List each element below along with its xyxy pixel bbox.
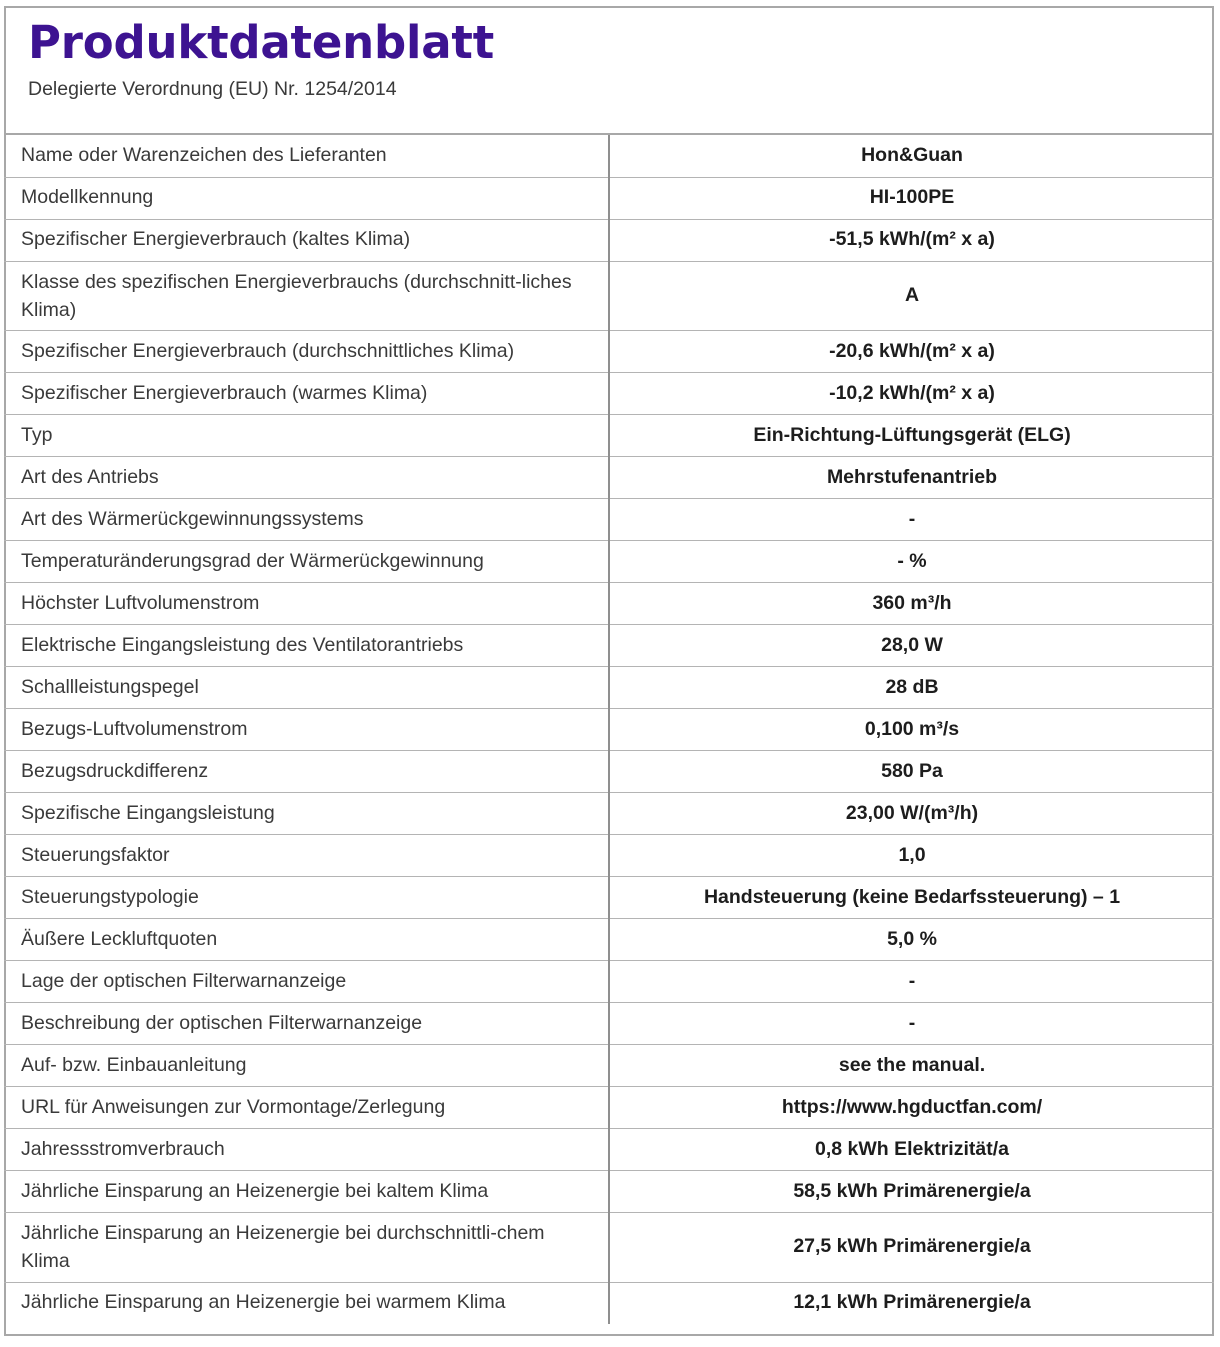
spec-value-cell: 23,00 W/(m³/h) bbox=[609, 793, 1214, 835]
spec-label-cell: Elektrische Eingangsleistung des Ventilatorantriebs bbox=[4, 625, 609, 667]
table-row bbox=[4, 667, 1214, 709]
spec-value-cell: Ein-Richtung-Lüftungsgerät (ELG) bbox=[609, 415, 1214, 457]
table-row bbox=[4, 625, 1214, 667]
spec-value-cell: see the manual. bbox=[609, 1045, 1214, 1087]
spec-label-cell: Höchster Luftvolumenstrom bbox=[4, 583, 609, 625]
table-row bbox=[4, 415, 1214, 457]
spec-value-cell: 5,0 % bbox=[609, 919, 1214, 961]
table-row bbox=[4, 541, 1214, 583]
spec-label-cell: Äußere Leckluftquoten bbox=[4, 919, 609, 961]
spec-label-cell: Spezifischer Energieverbrauch (kaltes Klima) bbox=[4, 219, 609, 261]
spec-value-cell: -20,6 kWh/(m² x a) bbox=[609, 331, 1214, 373]
spec-value-cell: 360 m³/h bbox=[609, 583, 1214, 625]
spec-value-cell: Handsteuerung (keine Bedarfssteuerung) – 1 bbox=[609, 877, 1214, 919]
spec-label-cell: Jährliche Einsparung an Heizenergie bei durchschnittli-chem Klima bbox=[4, 1213, 609, 1283]
spec-label-cell: Beschreibung der optischen Filterwarnanzeige bbox=[4, 1003, 609, 1045]
spec-value-cell: Mehrstufenantrieb bbox=[609, 457, 1214, 499]
spec-label-cell: Art des Antriebs bbox=[4, 457, 609, 499]
spec-value-cell: 0,100 m³/s bbox=[609, 709, 1214, 751]
spec-value-cell: A bbox=[609, 261, 1214, 331]
spec-value-cell: HI-100PE bbox=[609, 177, 1214, 219]
specification-table-body bbox=[4, 135, 1214, 1324]
table-row bbox=[4, 261, 1214, 331]
spec-label-cell: Name oder Warenzeichen des Lieferanten bbox=[4, 135, 609, 177]
spec-label-cell: Jährliche Einsparung an Heizenergie bei kaltem Klima bbox=[4, 1171, 609, 1213]
spec-label-cell: Spezifischer Energieverbrauch (durchschnittliches Klima) bbox=[4, 331, 609, 373]
table-row bbox=[4, 835, 1214, 877]
table-row bbox=[4, 751, 1214, 793]
spec-value-cell: - bbox=[609, 961, 1214, 1003]
spec-value-cell: 1,0 bbox=[609, 835, 1214, 877]
spec-label-cell: Lage der optischen Filterwarnanzeige bbox=[4, 961, 609, 1003]
table-row bbox=[4, 1129, 1214, 1171]
specification-table bbox=[4, 135, 1214, 1324]
spec-label-cell: URL für Anweisungen zur Vormontage/Zerlegung bbox=[4, 1087, 609, 1129]
spec-label-cell: Jahressstromverbrauch bbox=[4, 1129, 609, 1171]
spec-value-cell: Hon&Guan bbox=[609, 135, 1214, 177]
spec-label-cell: Typ bbox=[4, 415, 609, 457]
spec-label-cell: Jährliche Einsparung an Heizenergie bei warmem Klima bbox=[4, 1282, 609, 1324]
table-row bbox=[4, 793, 1214, 835]
spec-label-cell: Modellkennung bbox=[4, 177, 609, 219]
table-row bbox=[4, 373, 1214, 415]
spec-value-cell: https://www.hgductfan.com/ bbox=[609, 1087, 1214, 1129]
spec-label-cell: Klasse des spezifischen Energieverbrauchs (durchschnitt-liches Klima) bbox=[4, 261, 609, 331]
spec-value-cell: - bbox=[609, 1003, 1214, 1045]
spec-label-cell: Auf- bzw. Einbauanleitung bbox=[4, 1045, 609, 1087]
table-row bbox=[4, 331, 1214, 373]
spec-label-cell: Steuerungsfaktor bbox=[4, 835, 609, 877]
table-row bbox=[4, 583, 1214, 625]
table-row bbox=[4, 499, 1214, 541]
spec-value-cell: 27,5 kWh Primärenergie/a bbox=[609, 1213, 1214, 1283]
table-row bbox=[4, 961, 1214, 1003]
table-row bbox=[4, 1003, 1214, 1045]
spec-label-cell: Schallleistungspegel bbox=[4, 667, 609, 709]
table-row bbox=[4, 1282, 1214, 1324]
spec-label-cell: Steuerungstypologie bbox=[4, 877, 609, 919]
spec-value-cell: - % bbox=[609, 541, 1214, 583]
spec-label-cell: Spezifische Eingangsleistung bbox=[4, 793, 609, 835]
table-row bbox=[4, 709, 1214, 751]
document-header bbox=[4, 6, 1214, 135]
spec-value-cell: 0,8 kWh Elektrizität/a bbox=[609, 1129, 1214, 1171]
table-row bbox=[4, 1087, 1214, 1129]
table-row bbox=[4, 177, 1214, 219]
spec-value-cell: 28,0 W bbox=[609, 625, 1214, 667]
table-row bbox=[4, 219, 1214, 261]
table-row bbox=[4, 1213, 1214, 1283]
regulation-reference: Delegierte Verordnung (EU) Nr. 1254/2014 bbox=[28, 77, 397, 100]
table-row bbox=[4, 919, 1214, 961]
page-title: Produktdatenblatt bbox=[28, 16, 495, 69]
table-row bbox=[4, 135, 1214, 177]
table-row bbox=[4, 1045, 1214, 1087]
spec-value-cell: 12,1 kWh Primärenergie/a bbox=[609, 1282, 1214, 1324]
spec-label-cell: Spezifischer Energieverbrauch (warmes Klima) bbox=[4, 373, 609, 415]
spec-label-cell: Bezugsdruckdifferenz bbox=[4, 751, 609, 793]
spec-value-cell: 28 dB bbox=[609, 667, 1214, 709]
table-row bbox=[4, 457, 1214, 499]
spec-label-cell: Bezugs-Luftvolumenstrom bbox=[4, 709, 609, 751]
spec-value-cell: - bbox=[609, 499, 1214, 541]
spec-value-cell: 580 Pa bbox=[609, 751, 1214, 793]
table-row bbox=[4, 1171, 1214, 1213]
spec-value-cell: 58,5 kWh Primärenergie/a bbox=[609, 1171, 1214, 1213]
table-row bbox=[4, 877, 1214, 919]
spec-label-cell: Art des Wärmerückgewinnungssystems bbox=[4, 499, 609, 541]
spec-value-cell: -51,5 kWh/(m² x a) bbox=[609, 219, 1214, 261]
spec-label-cell: Temperaturänderungsgrad der Wärmerückgewinnung bbox=[4, 541, 609, 583]
spec-value-cell: -10,2 kWh/(m² x a) bbox=[609, 373, 1214, 415]
